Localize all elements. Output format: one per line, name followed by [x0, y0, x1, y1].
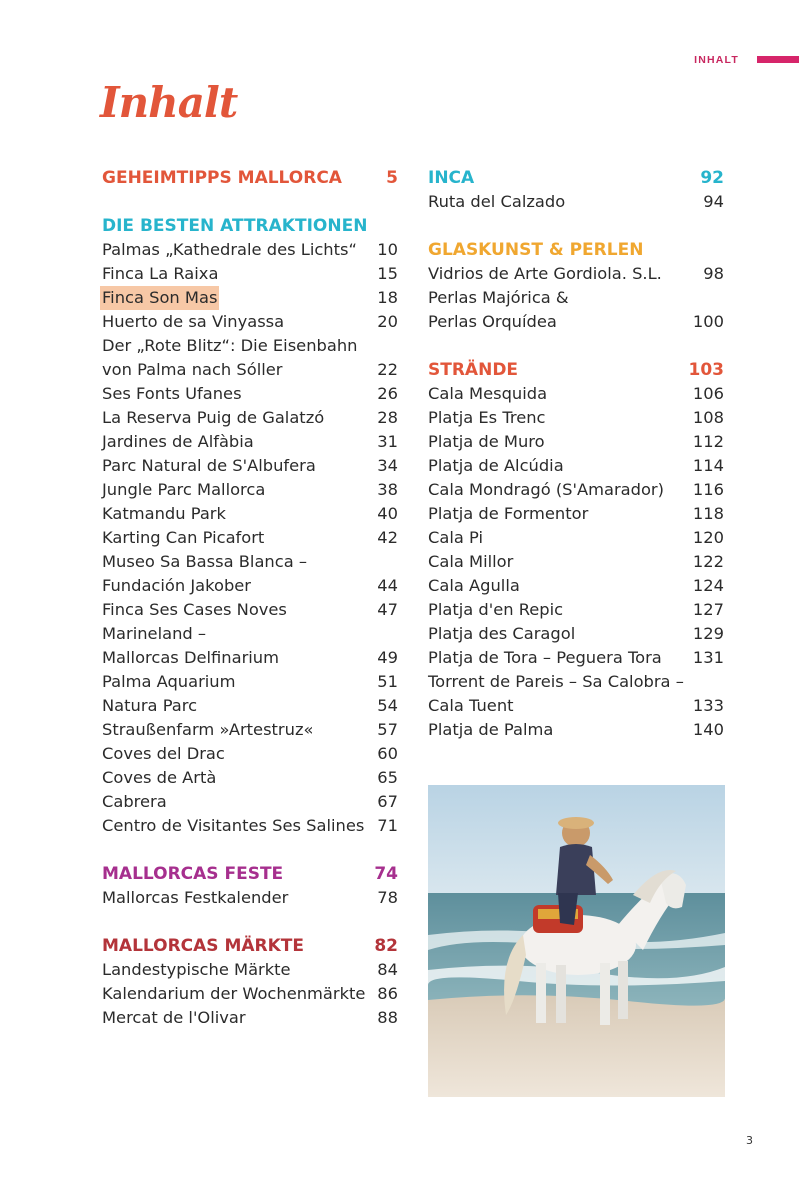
entry-title: Huerto de sa Vinyassa: [102, 312, 285, 331]
entry-page: 38: [377, 480, 398, 499]
page-number: 3: [746, 1134, 753, 1147]
entry-title: Cabrera: [102, 792, 167, 811]
toc-section-heading[interactable]: [428, 358, 724, 382]
entry-title: Straußenfarm »Artestruz«: [102, 720, 314, 739]
toc-entry[interactable]: [428, 670, 724, 694]
entry-title: Platja des Caragol: [428, 624, 576, 643]
toc-section-heading[interactable]: [102, 934, 398, 958]
toc-entry[interactable]: [102, 550, 398, 574]
toc-entry[interactable]: [102, 742, 398, 766]
entry-title: Katmandu Park: [102, 504, 226, 523]
entry-title: Finca Son Mas: [100, 286, 219, 310]
toc-entry[interactable]: [102, 694, 398, 718]
toc-entry[interactable]: [102, 1006, 398, 1030]
entry-title: Cala Mesquida: [428, 384, 548, 403]
entry-title: Mallorcas Delfinarium: [102, 648, 279, 667]
entry-page: 31: [377, 432, 398, 451]
section-accent-bar: [757, 56, 799, 63]
toc-section-heading[interactable]: [102, 166, 398, 190]
toc-entry[interactable]: [428, 454, 724, 478]
entry-title: Platja Es Trenc: [428, 408, 546, 427]
section-page: 82: [374, 936, 398, 956]
entry-page: 28: [377, 408, 398, 427]
entry-title: Centro de Visitantes Ses Salines: [102, 816, 365, 835]
entry-page: 42: [377, 528, 398, 547]
toc-section-heading[interactable]: [102, 214, 398, 238]
toc-entry[interactable]: [102, 310, 398, 334]
toc-entry[interactable]: [428, 478, 724, 502]
toc-entry[interactable]: [428, 694, 724, 718]
section-title: DIE BESTEN ATTRAKTIONEN: [102, 216, 368, 236]
toc-entry[interactable]: [428, 382, 724, 406]
toc-entry[interactable]: [428, 406, 724, 430]
entry-title: Platja de Alcúdia: [428, 456, 564, 475]
entry-page: 88: [377, 1008, 398, 1027]
entry-title: Platja de Muro: [428, 432, 545, 451]
entry-page: 15: [377, 264, 398, 283]
section-title: GEHEIMTIPPS MALLORCA: [102, 168, 342, 188]
entry-page: 40: [377, 504, 398, 523]
page-title: Inhalt: [100, 78, 238, 127]
section-title: INCA: [428, 168, 475, 188]
section-page: 92: [700, 168, 724, 188]
entry-page: 34: [377, 456, 398, 475]
section-page: 103: [688, 360, 724, 380]
entry-page: 54: [377, 696, 398, 715]
section-page: 5: [386, 168, 398, 188]
entry-title: Perlas Majórica &: [428, 288, 569, 307]
toc-entry[interactable]: [428, 622, 724, 646]
section-title: GLASKUNST & PERLEN: [428, 240, 644, 260]
entry-page: 127: [692, 600, 724, 619]
toc-entry[interactable]: [102, 454, 398, 478]
entry-page: 71: [377, 816, 398, 835]
toc-entry[interactable]: [428, 550, 724, 574]
section-label: INHALT: [694, 54, 739, 66]
entry-title: Perlas Orquídea: [428, 312, 557, 331]
toc-section-heading[interactable]: [102, 862, 398, 886]
entry-title: Vidrios de Arte Gordiola. S.L.: [428, 264, 662, 283]
entry-title: Cala Agulla: [428, 576, 520, 595]
toc-right-column: [428, 166, 724, 766]
entry-title: Mercat de l'Olivar: [102, 1008, 246, 1027]
entry-title: Jungle Parc Mallorca: [102, 480, 266, 499]
entry-title: Cala Millor: [428, 552, 514, 571]
toc-section: [102, 862, 398, 910]
toc-entry[interactable]: [102, 670, 398, 694]
toc-entry[interactable]: [428, 574, 724, 598]
toc-entry[interactable]: [102, 718, 398, 742]
entry-page: 100: [692, 312, 724, 331]
entry-page: 140: [692, 720, 724, 739]
section-title: MALLORCAS MÄRKTE: [102, 936, 305, 956]
toc-entry[interactable]: [428, 310, 724, 334]
entry-page: 124: [692, 576, 724, 595]
entry-title: Kalendarium der Wochenmärkte: [102, 984, 366, 1003]
entry-title: Platja de Formentor: [428, 504, 589, 523]
entry-title: Landestypische Märkte: [102, 960, 291, 979]
entry-title: Natura Parc: [102, 696, 198, 715]
toc-section: [428, 166, 724, 214]
toc-entry[interactable]: [428, 598, 724, 622]
toc-entry[interactable]: [102, 406, 398, 430]
entry-title: Ruta del Calzado: [428, 192, 566, 211]
entry-title: Finca Ses Cases Noves: [102, 600, 287, 619]
toc-section-heading[interactable]: [428, 238, 724, 262]
entry-title: Jardines de Alfàbia: [102, 432, 254, 451]
entry-title: Coves del Drac: [102, 744, 225, 763]
toc-entry[interactable]: [102, 382, 398, 406]
entry-page: 122: [692, 552, 724, 571]
toc-entry[interactable]: [102, 526, 398, 550]
entry-title: Mallorcas Festkalender: [102, 888, 289, 907]
toc-entry[interactable]: [102, 598, 398, 622]
beach-horse-photo: [428, 785, 725, 1097]
toc-section: [102, 214, 398, 838]
entry-page: 120: [692, 528, 724, 547]
entry-page: 78: [377, 888, 398, 907]
entry-page: 49: [377, 648, 398, 667]
toc-entry[interactable]: [102, 646, 398, 670]
entry-title: Cala Mondragó (S'Amarador): [428, 480, 664, 499]
entry-title: Museo Sa Bassa Blanca –: [102, 552, 307, 571]
entry-title: Platja de Palma: [428, 720, 554, 739]
entry-page: 118: [692, 504, 724, 523]
entry-page: 22: [377, 360, 398, 379]
toc-entry[interactable]: [102, 262, 398, 286]
toc-entry[interactable]: [428, 262, 724, 286]
toc-entry[interactable]: [102, 574, 398, 598]
entry-page: 20: [377, 312, 398, 331]
toc-entry[interactable]: [102, 286, 398, 310]
entry-page: 131: [692, 648, 724, 667]
entry-page: 98: [703, 264, 724, 283]
toc-entry[interactable]: [428, 718, 724, 742]
entry-title: Marineland –: [102, 624, 207, 643]
entry-title: Parc Natural de S'Albufera: [102, 456, 316, 475]
entry-page: 57: [377, 720, 398, 739]
photo-illustration: [428, 785, 725, 1097]
toc-entry[interactable]: [102, 958, 398, 982]
entry-title: Der „Rote Blitz“: Die Eisenbahn: [102, 336, 358, 355]
entry-page: 114: [692, 456, 724, 475]
toc-entry[interactable]: [102, 478, 398, 502]
entry-title: Fundación Jakober: [102, 576, 251, 595]
entry-title: Cala Tuent: [428, 696, 514, 715]
entry-page: 44: [377, 576, 398, 595]
entry-page: 106: [692, 384, 724, 403]
entry-title: Coves de Artà: [102, 768, 217, 787]
toc-entry[interactable]: [102, 982, 398, 1006]
entry-page: 26: [377, 384, 398, 403]
entry-title: Cala Pi: [428, 528, 484, 547]
toc-entry[interactable]: [102, 766, 398, 790]
toc-section: [102, 166, 398, 190]
entry-page: 65: [377, 768, 398, 787]
toc-entry[interactable]: [102, 814, 398, 838]
toc-section: [102, 934, 398, 1030]
entry-page: 86: [377, 984, 398, 1003]
toc-entry[interactable]: [102, 502, 398, 526]
toc-entry[interactable]: [102, 238, 398, 262]
entry-title: Torrent de Pareis – Sa Calobra –: [428, 672, 684, 691]
toc-section-heading[interactable]: [428, 166, 724, 190]
entry-page: 116: [692, 480, 724, 499]
toc-entry[interactable]: [428, 502, 724, 526]
toc-entry[interactable]: [102, 622, 398, 646]
entry-title: Platja de Tora – Peguera Tora: [428, 648, 662, 667]
entry-page: 129: [692, 624, 724, 643]
entry-title: La Reserva Puig de Galatzó: [102, 408, 325, 427]
entry-title: Palmas „Kathedrale des Lichts“: [102, 240, 357, 259]
entry-title: Finca La Raixa: [102, 264, 219, 283]
entry-page: 67: [377, 792, 398, 811]
toc-entry[interactable]: [102, 886, 398, 910]
toc-section: [428, 358, 724, 742]
entry-page: 60: [377, 744, 398, 763]
toc-entry[interactable]: [102, 430, 398, 454]
entry-page: 10: [377, 240, 398, 259]
toc-entry[interactable]: [102, 358, 398, 382]
entry-title: Karting Can Picafort: [102, 528, 265, 547]
entry-page: 108: [692, 408, 724, 427]
entry-page: 18: [377, 288, 398, 307]
toc-entry[interactable]: [428, 190, 724, 214]
entry-page: 47: [377, 600, 398, 619]
section-title: STRÄNDE: [428, 360, 519, 380]
entry-page: 84: [377, 960, 398, 979]
toc-left-column: [102, 166, 398, 1054]
toc-entry[interactable]: [102, 334, 398, 358]
toc-entry[interactable]: [428, 286, 724, 310]
entry-title: von Palma nach Sóller: [102, 360, 283, 379]
entry-page: 51: [377, 672, 398, 691]
entry-title: Platja d'en Repic: [428, 600, 564, 619]
toc-entry[interactable]: [102, 790, 398, 814]
entry-page: 94: [703, 192, 724, 211]
entry-page: 133: [692, 696, 724, 715]
entry-title: Ses Fonts Ufanes: [102, 384, 242, 403]
toc-entry[interactable]: [428, 430, 724, 454]
entry-page: 112: [692, 432, 724, 451]
toc-entry[interactable]: [428, 646, 724, 670]
section-title: MALLORCAS FESTE: [102, 864, 284, 884]
toc-section: [428, 238, 724, 334]
section-page: 74: [374, 864, 398, 884]
toc-entry[interactable]: [428, 526, 724, 550]
entry-title: Palma Aquarium: [102, 672, 236, 691]
